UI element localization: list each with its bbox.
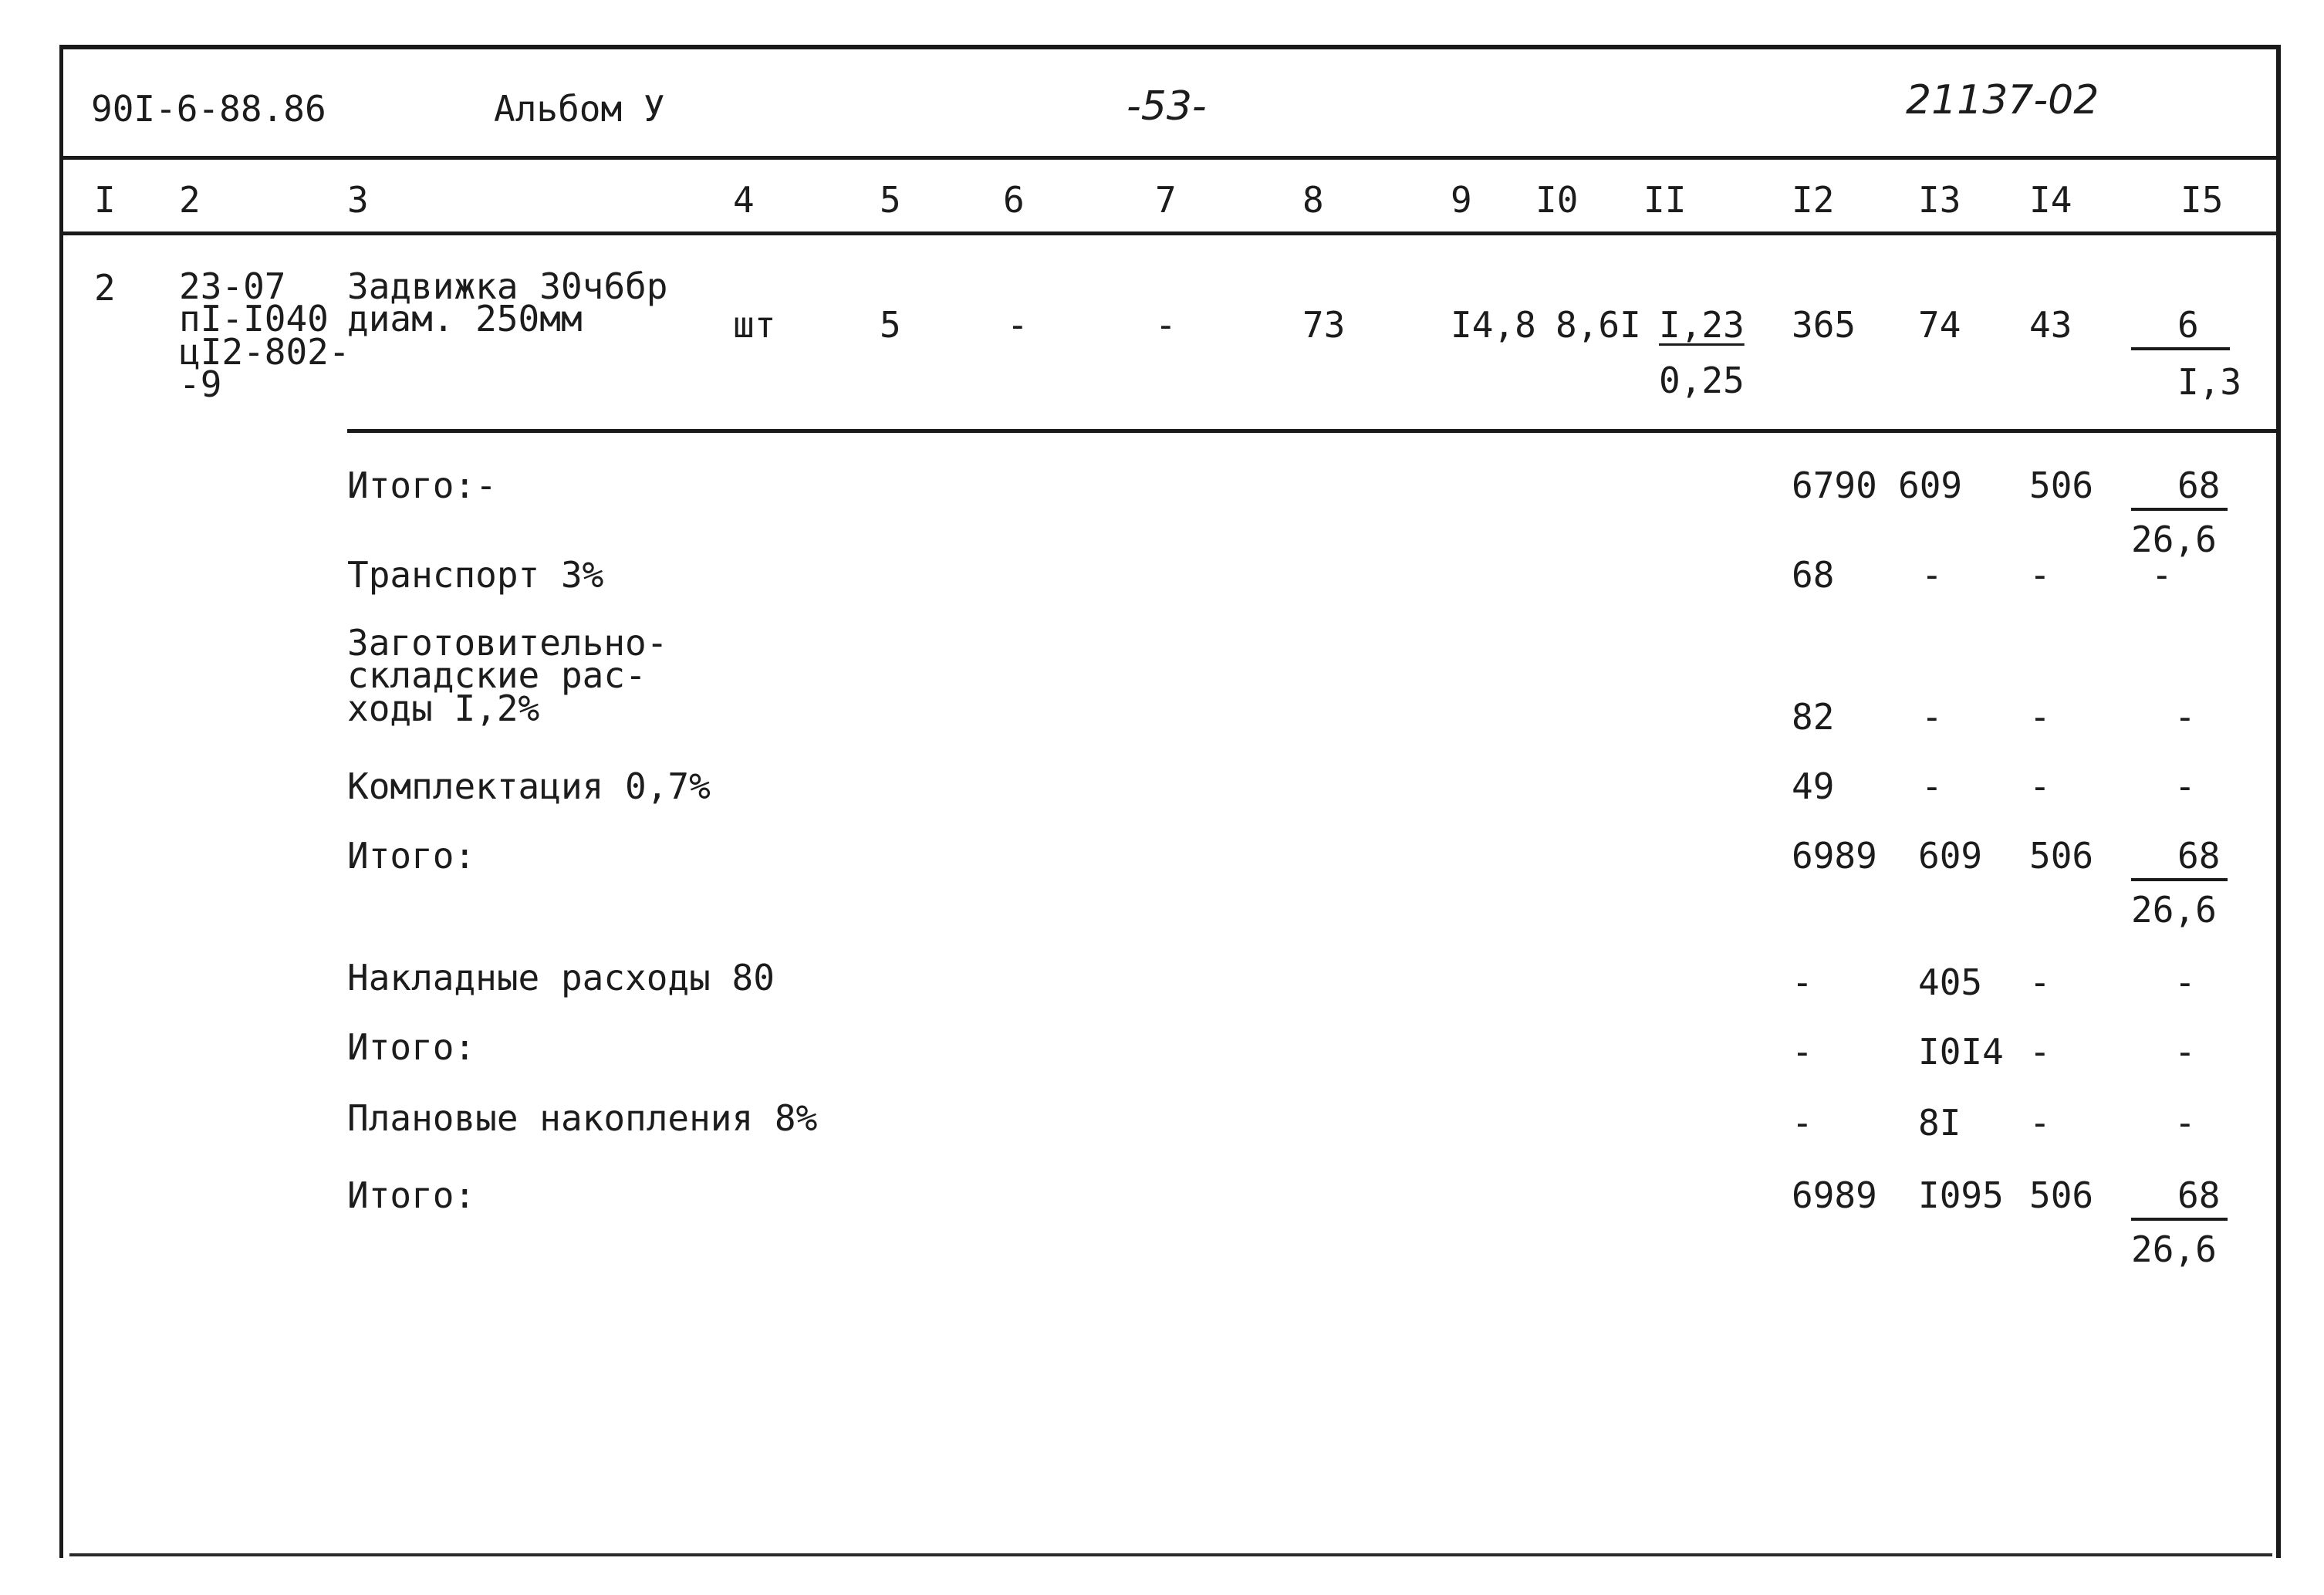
procurement-label-line: ходы I,2% <box>347 687 540 729</box>
total-3-col-12: - <box>1792 1031 1813 1073</box>
total-1-col-15 <box>2131 465 2228 560</box>
transport-label: Транспорт 3% <box>347 554 604 596</box>
total-4-col-15 <box>2131 1174 2228 1270</box>
overhead-col-15: - <box>2174 961 2196 1003</box>
col-head-11: II <box>1643 179 1687 221</box>
planned-savings-label: Плановые накопления 8% <box>347 1097 818 1139</box>
total-4-col-14: 506 <box>2029 1174 2094 1216</box>
item-code-line: 23-07 <box>179 265 286 307</box>
col-head-7: 7 <box>1155 179 1177 221</box>
total-2-label: Итого: <box>347 835 476 877</box>
item-name-line: Задвижка 30ч6бр <box>347 265 668 307</box>
col-head-13: I3 <box>1918 179 1961 221</box>
doc-code: 90I-6-88.86 <box>91 88 326 130</box>
col-head-1: I <box>94 179 116 221</box>
procurement-col-14: - <box>2029 696 2051 738</box>
item-col-6: - <box>1007 304 1029 346</box>
total-2-col-15-bottom: 26,6 <box>2131 889 2217 931</box>
column-header-rule <box>63 231 2277 235</box>
item-col-15 <box>2131 304 2242 403</box>
transport-col-13: - <box>1921 554 1943 596</box>
procurement-label-line: складские рас- <box>347 654 647 697</box>
procurement-label-line: Заготовительно- <box>347 622 668 664</box>
item-code <box>179 265 350 405</box>
total-3-col-15: - <box>2174 1031 2196 1073</box>
col-head-8: 8 <box>1302 179 1324 221</box>
item-code-line: -9 <box>179 363 222 405</box>
item-number: 2 <box>94 267 116 309</box>
total-1-label: Итого:- <box>347 465 497 506</box>
total-4-col-15-top: 68 <box>2131 1178 2228 1221</box>
page-number: -53- <box>1127 83 1207 130</box>
total-2-col-14: 506 <box>2029 835 2094 877</box>
item-col-13: 74 <box>1918 304 1961 346</box>
col-head-3: 3 <box>347 179 369 221</box>
total-3-col-14: - <box>2029 1031 2051 1073</box>
sheet-number: 21137-02 <box>1906 77 2099 123</box>
total-4-col-13: I095 <box>1918 1174 2004 1216</box>
item-col-7: - <box>1155 304 1177 346</box>
planned-savings-col-15: - <box>2174 1102 2196 1144</box>
item-col-15-top: 6 <box>2131 307 2230 350</box>
overhead-col-14: - <box>2029 961 2051 1003</box>
transport-col-12: 68 <box>1792 554 1835 596</box>
completion-col-15: - <box>2174 765 2196 807</box>
total-2-col-12: 6989 <box>1792 835 1877 877</box>
total-4-col-15-bottom: 26,6 <box>2131 1228 2217 1270</box>
completion-col-14: - <box>2029 765 2051 807</box>
item-qty: 5 <box>880 304 901 346</box>
total-1-col-14: 506 <box>2029 465 2094 506</box>
item-col-9: I4,8 <box>1451 304 1536 346</box>
procurement-label <box>347 622 668 729</box>
total-4-col-12: 6989 <box>1792 1174 1877 1216</box>
procurement-col-15: - <box>2174 696 2196 738</box>
overhead-col-13: 405 <box>1918 961 1983 1003</box>
transport-col-14: - <box>2029 554 2051 596</box>
completion-col-13: - <box>1921 765 1943 807</box>
header-rule <box>63 156 2277 160</box>
item-col-14: 43 <box>2029 304 2072 346</box>
album-label: Альбом У <box>494 88 665 130</box>
item-col-10: 8,6I <box>1556 304 1641 346</box>
item-name-line: диам. 250мм <box>347 298 583 340</box>
col-head-4: 4 <box>733 179 755 221</box>
total-2-col-13: 609 <box>1918 835 1983 877</box>
total-3-col-13: I0I4 <box>1918 1031 2004 1073</box>
transport-col-15: - <box>2151 554 2173 596</box>
total-4-label: Итого: <box>347 1174 476 1216</box>
total-1-col-12: 6790 <box>1792 465 1877 506</box>
completion-col-12: 49 <box>1792 765 1835 807</box>
item-code-line: пI-I040 <box>179 298 329 340</box>
item-col-11-bottom: 0,25 <box>1659 360 1745 401</box>
col-head-2: 2 <box>179 179 201 221</box>
item-separator <box>347 429 2276 433</box>
procurement-col-13: - <box>1921 696 1943 738</box>
planned-savings-col-12: - <box>1792 1102 1813 1144</box>
completion-label: Комплектация 0,7% <box>347 765 711 807</box>
total-1-col-15-bottom: 26,6 <box>2131 519 2217 560</box>
bottom-border <box>69 1553 2272 1556</box>
col-head-9: 9 <box>1451 179 1472 221</box>
planned-savings-col-13: 8I <box>1918 1102 1961 1144</box>
total-1-col-13: 609 <box>1898 465 1963 506</box>
total-2-col-15 <box>2131 835 2228 931</box>
item-col-15-bottom: I,3 <box>2177 361 2242 403</box>
col-head-15: I5 <box>2180 179 2224 221</box>
procurement-col-12: 82 <box>1792 696 1835 738</box>
planned-savings-col-14: - <box>2029 1102 2051 1144</box>
item-name <box>347 265 668 340</box>
item-col-11-top: I,23 <box>1659 304 1745 346</box>
item-unit: шт <box>733 304 776 346</box>
item-col-8: 73 <box>1302 304 1346 346</box>
col-head-12: I2 <box>1792 179 1835 221</box>
overhead-col-12: - <box>1792 961 1813 1003</box>
total-3-label: Итого: <box>347 1026 476 1068</box>
total-2-col-15-top: 68 <box>2131 838 2228 881</box>
total-1-col-15-top: 68 <box>2131 468 2228 511</box>
col-head-14: I4 <box>2029 179 2072 221</box>
item-code-line: цI2-802- <box>179 330 350 373</box>
col-head-6: 6 <box>1003 179 1025 221</box>
col-head-10: I0 <box>1535 179 1579 221</box>
col-head-5: 5 <box>880 179 901 221</box>
item-col-12: 365 <box>1792 304 1856 346</box>
overhead-label: Накладные расходы 80 <box>347 957 775 999</box>
